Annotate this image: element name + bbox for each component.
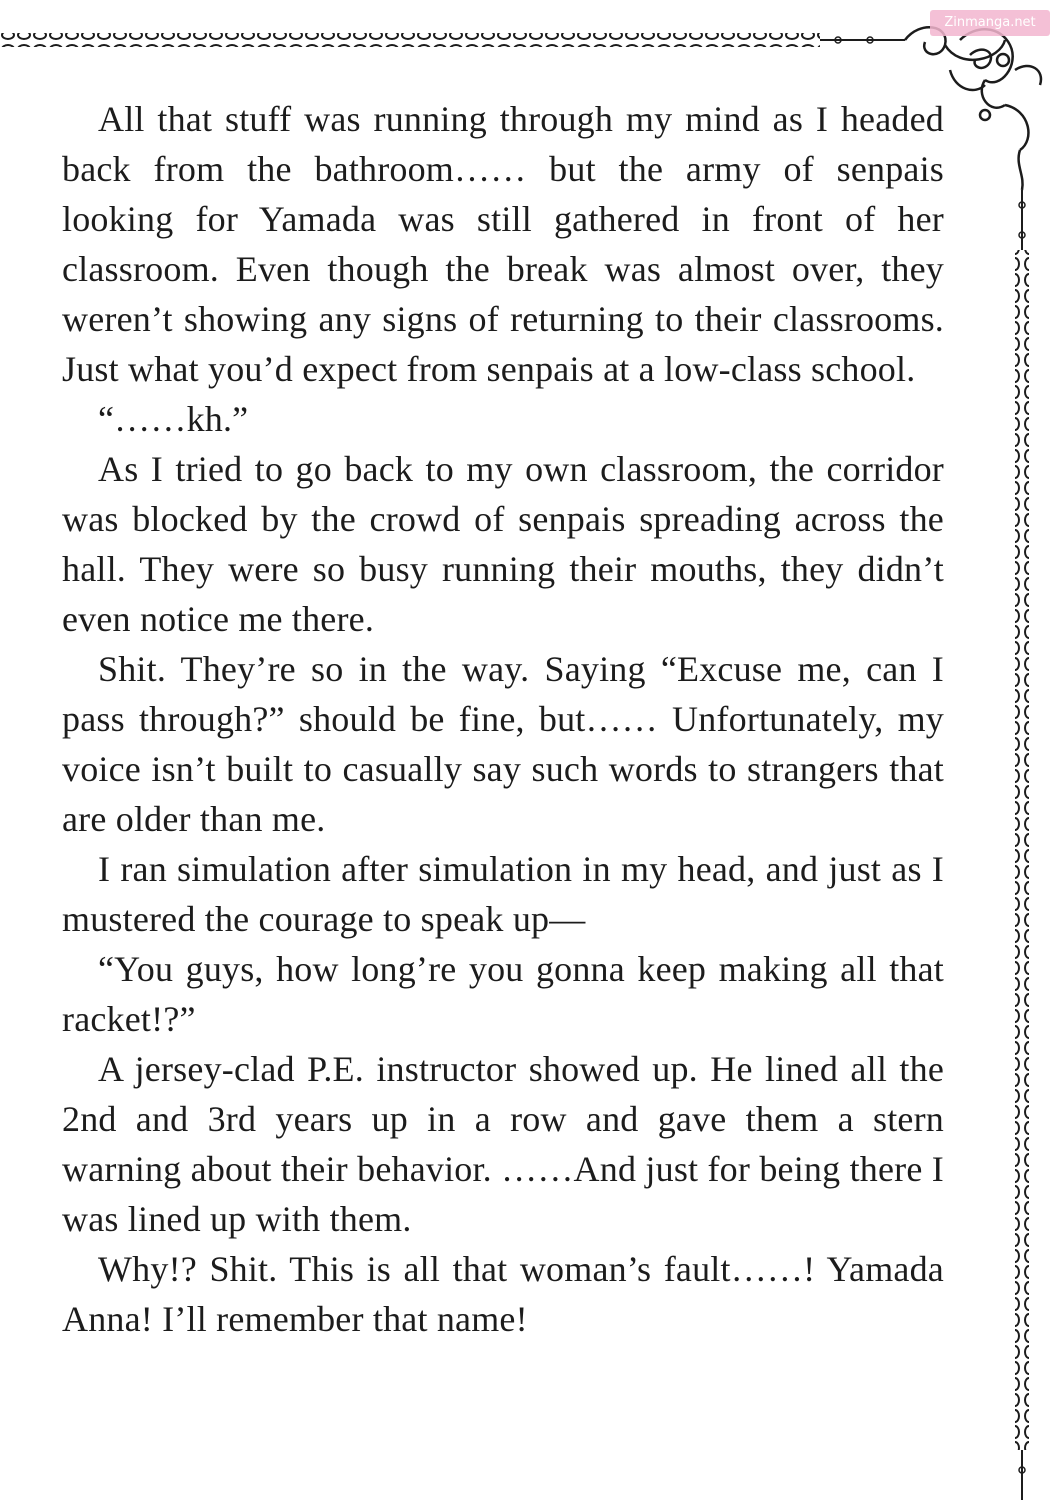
paragraph: All that stuff was running through my mind as I headed back from the bathroom…… but the army of senpais looking for Yamada was still gathered in front of her classroom. Even though the break was almost over, they weren’t showing any signs of returning to their classrooms. Just what you’d expect from senpais at a low-class school. [62, 99, 944, 389]
paragraph: A jersey-clad P.E. instructor showed up. He lined all the 2nd and 3rd years up in a row and gave them a stern warning about their behavior. ……And just for being there I was lined up with them. [62, 1049, 944, 1239]
paragraph: Why!? Shit. This is all that woman’s fault……! Yamada Anna! I’ll remember that name! [62, 1249, 944, 1339]
right-chain-border [1015, 250, 1029, 1450]
novel-text [62, 94, 944, 1344]
top-chain-border [0, 33, 820, 47]
paragraph: “You guys, how long’re you gonna keep making all that racket!?” [62, 949, 944, 1039]
paragraph: I ran simulation after simulation in my head, and just as I mustered the courage to speak up— [62, 849, 944, 939]
site-watermark: Zinmanga.net [930, 10, 1050, 36]
paragraph: “……kh.” [98, 399, 249, 439]
paragraph: Shit. They’re so in the way. Saying “Excuse me, can I pass through?” should be fine, but…… Unfortunately, my voice isn’t built to casually say such words to strangers that are older than me. [62, 649, 944, 839]
paragraph: As I tried to go back to my own classroom, the corridor was blocked by the crowd of senpais spreading across the hall. They were so busy running their mouths, they didn’t even notice me there. [62, 449, 944, 639]
